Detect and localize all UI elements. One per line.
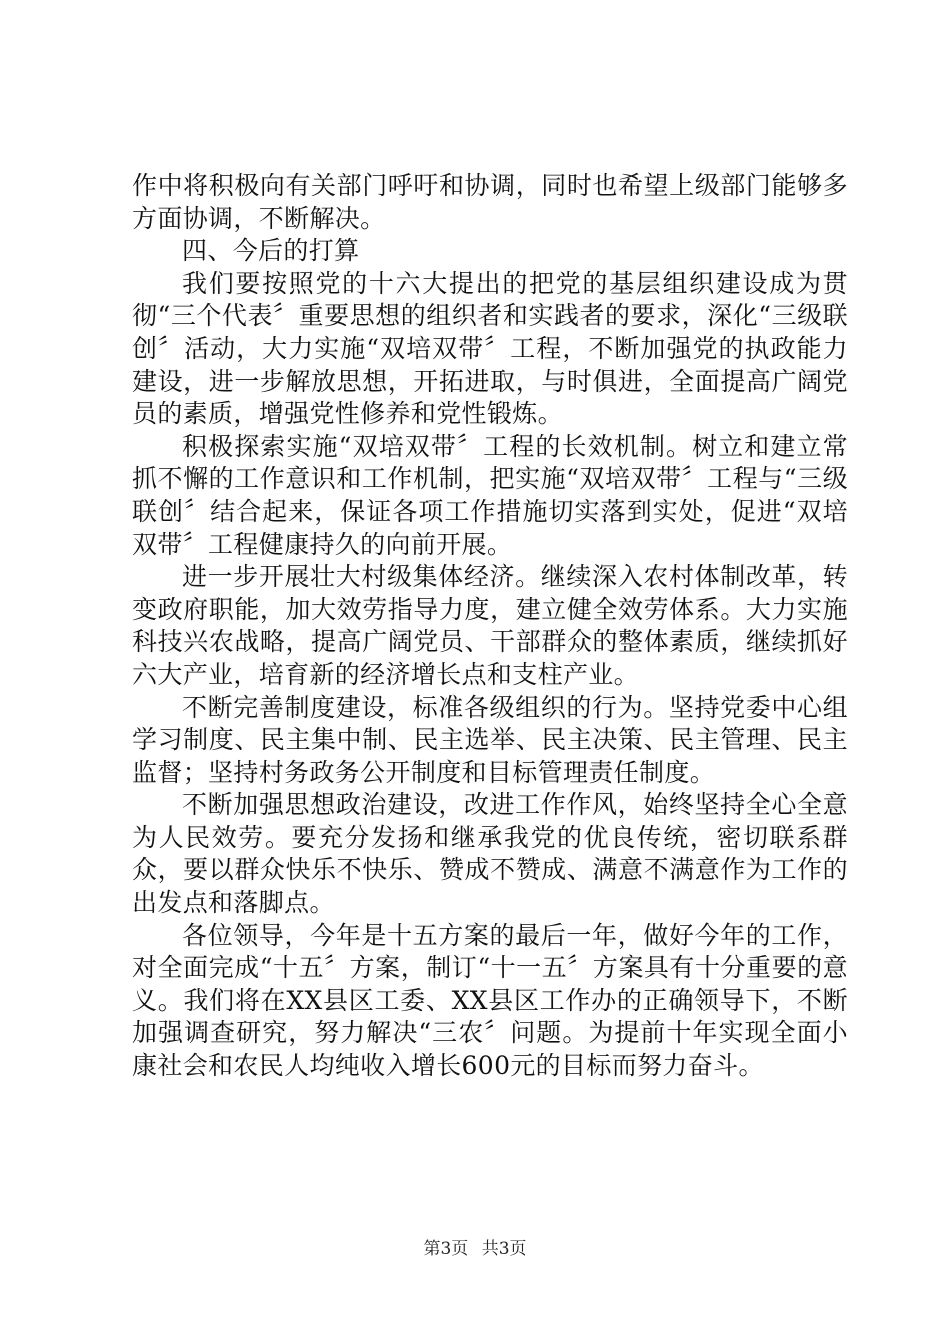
page-footer [0, 1238, 950, 1260]
paragraph-continuation: 作中将积极向有关部门呼吁和协调，同时也希望上级部门能够多方面协调，不断解决。 [132, 171, 848, 233]
document-body [132, 170, 848, 1083]
paragraph: 各位领导，今年是十五方案的最后一年，做好今年的工作，对全面完成“十五〞方案，制订“十一五〞方案具有十分重要的意义。我们将在XX县区工委、XX县区工作办的正确领导下，不断加强调查研究，努力解决“三农〞问题。为提前十年实现全面小康社会和农民人均纯收入增长600元的目标而努力奋斗。 [132, 920, 848, 1081]
section-heading: 四、今后的打算 [182, 236, 360, 266]
paragraph: 我们要按照党的十六大提出的把党的基层组织建设成为贯彻“三个代表〞重要思想的组织者和实践者的要求，深化“三级联创〞活动，大力实施“双培双带〞工程，不断加强党的执政能力建设，进一步解放思想，开拓进取，与时俱进，全面提高广阔党员的素质，增强党性修养和党性锻炼。 [132, 268, 848, 429]
page-number: 第3页 [423, 1239, 469, 1259]
paragraph: 不断加强思想政治建设，改进工作作风，始终坚持全心全意为人民效劳。要充分发扬和继承我党的优良传统，密切联系群众，要以群众快乐不快乐、赞成不赞成、满意不满意作为工作的出发点和落脚点。 [132, 790, 848, 918]
paragraph: 不断完善制度建设，标准各级组织的行为。坚持党委中心组学习制度、民主集中制、民主选举、民主决策、民主管理、民主监督；坚持村务政务公开制度和目标管理责任制度。 [132, 692, 848, 787]
paragraph: 进一步开展壮大村级集体经济。继续深入农村体制改革，转变政府职能，加大效劳指导力度，建立健全效劳体系。大力实施科技兴农战略，提高广阔党员、干部群众的整体素质，继续抓好六大产业，培育新的经济增长点和支柱产业。 [132, 562, 848, 689]
page-total: 共3页 [481, 1239, 527, 1259]
paragraph: 积极探索实施“双培双带〞工程的长效机制。树立和建立常抓不懈的工作意识和工作机制，把实施“双培双带〞工程与“三级联创〞结合起来，保证各项工作措施切实落到实处，促进“双培双带〞工程健康持久的向前开展。 [132, 431, 848, 559]
